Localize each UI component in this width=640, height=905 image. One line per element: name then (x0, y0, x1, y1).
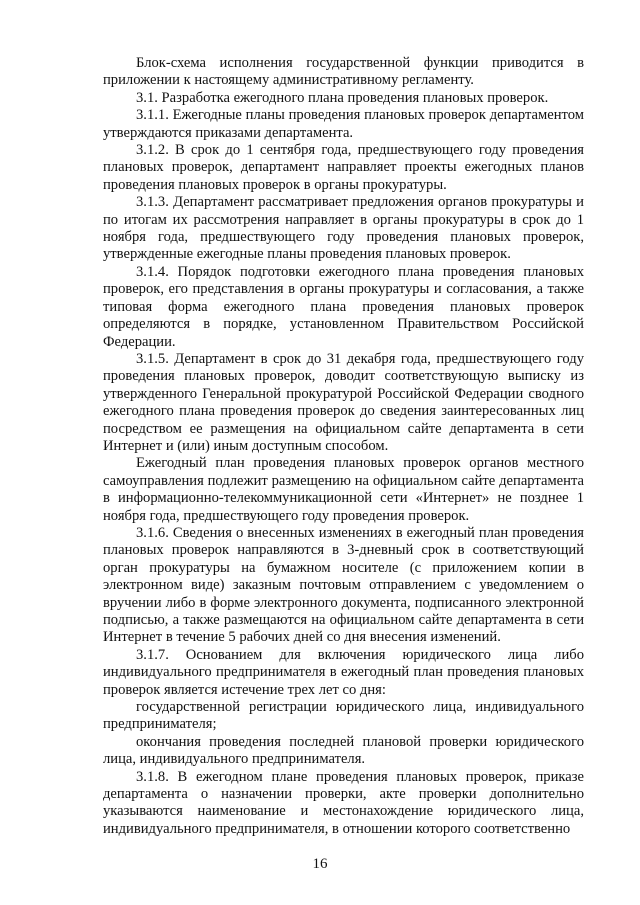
paragraph-section-3-1-5: 3.1.5. Департамент в срок до 31 декабря года, предшествующего году проведения плановых проверок, доводит соответствующую выписку из утвержденного Генеральной прокуратурой Российской Федерации сводного ежегодного плана проведения проверок до сведения заинтересованных лиц посредством ее размещения на официальном сайте департамента в сети Интернет и (или) иным доступным способом. (103, 350, 584, 454)
paragraph-last-inspection: окончания проведения последней плановой проверки юридического лица, индивидуального предпринимателя. (103, 733, 584, 768)
paragraph-section-3-1: 3.1. Разработка ежегодного плана проведения плановых проверок. (136, 89, 549, 106)
document-body (103, 55, 584, 838)
paragraph-section-3-1-4: 3.1.4. Порядок подготовки ежегодного плана проведения плановых проверок, его представления в органы прокуратуры и согласования, а также типовая форма ежегодного плана проведения плановых проверок определяются в порядке, установленном Правительством Российской Федерации. (103, 263, 584, 350)
paragraph-flowchart-reference: Блок-схема исполнения государственной функции приводится в приложении к настоящему административному регламенту. (103, 55, 584, 89)
paragraph-state-registration: государственной регистрации юридического лица, индивидуального предпринимателя; (103, 699, 584, 733)
paragraph-section-3-1-6: 3.1.6. Сведения о внесенных изменениях в ежегодный план проведения плановых проверок направляются в 3-дневный срок в соответствующий орган прокуратуры на бумажном носителе (с приложением копии в электронном виде) заказным почтовым отправлением с уведомлением о вручении либо в форме электронного документа, подписанного электронной подписью, а также размещаются на официальном сайте департамента в сети Интернет в течение 5 рабочих дней со дня внесения изменений. (103, 524, 584, 646)
page-number: 16 (312, 856, 328, 872)
paragraph-section-3-1-1: 3.1.1. Ежегодные планы проведения плановых проверок департаментом утверждаются приказами департамента. (103, 107, 584, 141)
paragraph-municipal-plan: Ежегодный план проведения плановых проверок органов местного самоуправления подлежит размещению на официальном сайте департамента в информационно-телекоммуникационной сети «Интернет» не позднее 1 ноября года, предшествующего году проведения проверок. (103, 455, 584, 524)
paragraph-section-3-1-7: 3.1.7. Основанием для включения юридического лица либо индивидуального предпринимателя в ежегодный план проведения плановых проверок является истечение трех лет со дня: (103, 646, 584, 698)
paragraph-section-3-1-8: 3.1.8. В ежегодном плане проведения плановых проверок, приказе департамента о назначении проверки, акте проверки дополнительно указываются наименование и местонахождение юридического лица, индивидуального предпринимателя, в отношении которого соответственно (103, 768, 584, 837)
paragraph-section-3-1-2: 3.1.2. В срок до 1 сентября года, предшествующего году проведения плановых проверок, департамент направляет проекты ежегодных планов проведения плановых проверок в органы прокуратуры. (103, 142, 584, 193)
paragraph-section-3-1-3: 3.1.3. Департамент рассматривает предложения органов прокуратуры и по итогам их рассмотрения направляет в органы прокуратуры в срок до 1 ноября года, предшествующего году проведения плановых проверок, утвержденные ежегодные планы проведения плановых проверок. (103, 194, 584, 263)
